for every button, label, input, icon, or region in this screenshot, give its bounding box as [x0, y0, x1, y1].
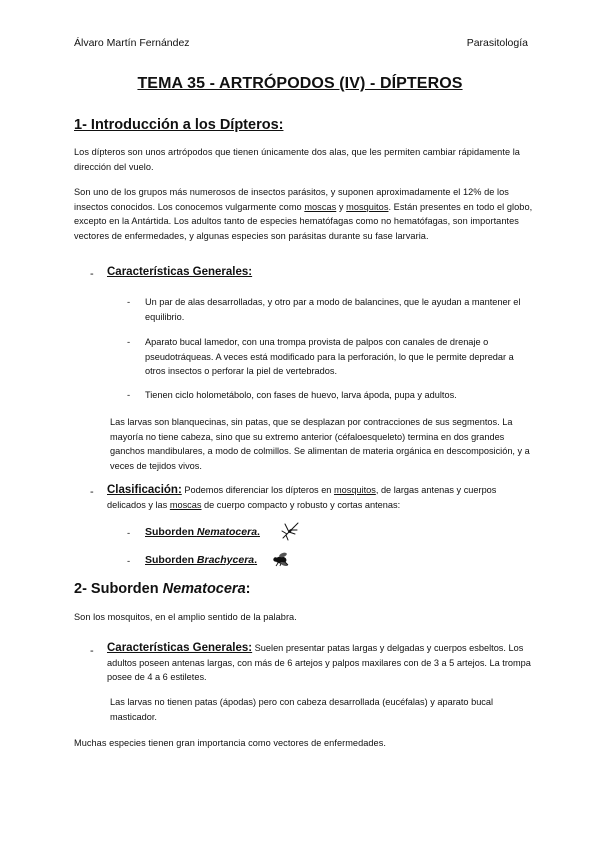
section2-caract-paragraph: Características Generales: Suelen presentar patas largas y delgadas y cuerpos esbeltos. Los adultos poseen antenas largas, con más de 6 artejos y palpos maxilares con de 3 a 5 artejos. La trompa posee de 4 a 6 estiletes.	[107, 642, 531, 682]
list-dash: -	[127, 528, 131, 539]
header-subject: Parasitología	[466, 37, 528, 49]
section1-paragraph-2: Son uno de los grupos más numerosos de insectos parásitos, y suponen aproximadamente el 12% de los insectos conocidos. Los conocemos vulgarmente como moscas y mosquitos. Están presentes en todo el globo, excepto en la Antártida. Los adultos tanto de especies hematófagas como no hematófagas, son importantes vectores de enfermedades, y algunas especies son parásitas durante su fase larvaria.	[74, 187, 533, 241]
list-dash: -	[90, 486, 94, 498]
header-author: Álvaro Martín Fernández	[74, 37, 190, 49]
suborden-brachycera: Suborden Brachycera.	[145, 554, 258, 566]
list-item-2: Aparato bucal lamedor, con una trompa provista de palpos con canales de drenaje o pseudotráqueas. A veces está modificado para la perforación, lo que le permite depredar a otros insectos o perforar la piel de vertebrados.	[145, 337, 514, 376]
section2-intro: Son los mosquitos, en el amplio sentido de la palabra.	[74, 612, 297, 622]
clasificacion-paragraph: Clasificación: Podemos diferenciar los dípteros en mosquitos, de largas antenas y cuerpos delicados y las moscas de cuerpo compacto y robusto y cortas antenas:	[107, 484, 497, 510]
caract-heading: Características Generales:	[107, 266, 253, 278]
list-dash: -	[127, 297, 131, 308]
document-title: TEMA 35 - ARTRÓPODOS (IV) - DÍPTEROS	[137, 75, 463, 92]
moscas-link: moscas	[304, 201, 337, 212]
section1-paragraph-1: Los dípteros son unos artrópodos que tienen únicamente dos alas, que les permiten cambiar rápidamente la dirección del vuelo.	[74, 147, 520, 172]
section2-closing: Muchas especies tienen gran importancia como vectores de enfermedades.	[74, 738, 386, 748]
list-dash: -	[90, 645, 94, 657]
mosquitos-link: mosquitos	[346, 201, 389, 212]
larvas-paragraph: Las larvas son blanquecinas, sin patas, que se desplazan por contracciones de sus segmentos. La mayoría no tiene cabeza, sino que su extremo anterior (céfaloesqueleto) termina en dos grandes ganchos mandibulares, a modo de colmillos. Se alimentan de materia orgánica en descomposición, y a veces de tejidos vivos.	[110, 417, 530, 471]
section2-larvas: Las larvas no tienen patas (ápodas) pero con cabeza desarrollada (eucéfalas) y aparato bucal masticador.	[110, 697, 494, 722]
list-dash: -	[127, 337, 131, 348]
list-item-1: Un par de alas desarrolladas, y otro par a modo de balancines, que le ayudan a mantener el equilibrio.	[145, 297, 521, 322]
section1-heading: 1- Introducción a los Dípteros:	[74, 117, 284, 133]
clasif-heading: Clasificación:	[107, 484, 182, 496]
list-dash: -	[127, 556, 131, 567]
section2-caract-heading: Características Generales:	[107, 642, 253, 654]
list-item-3: Tienen ciclo holometábolo, con fases de huevo, larva ápoda, pupa y adultos.	[145, 390, 457, 400]
section2-heading: 2- Suborden Nematocera:	[74, 581, 251, 597]
mosquito-icon	[279, 521, 301, 541]
fly-icon	[271, 551, 291, 567]
list-dash: -	[127, 390, 131, 401]
suborden-nematocera: Suborden Nematocera.	[145, 526, 260, 538]
list-dash: -	[90, 268, 94, 280]
